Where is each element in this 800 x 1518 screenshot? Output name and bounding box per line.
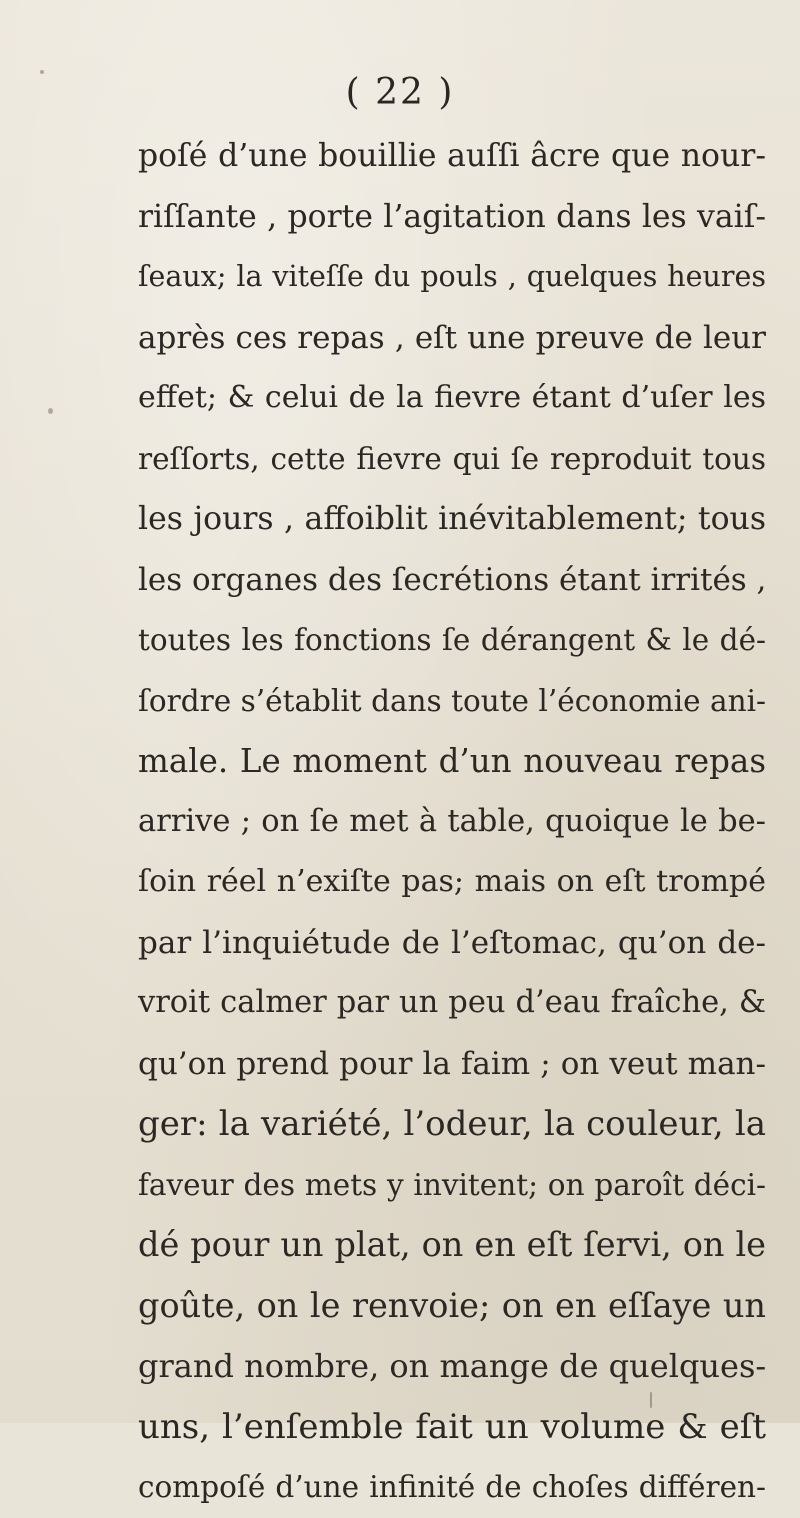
body-text (138, 126, 766, 1518)
text-line: effet; & celui de la fievre étant d’uſer les (138, 380, 766, 415)
text-line: compoſé d’une infinité de choſes différen- (138, 1470, 766, 1504)
text-line: dé pour un plat, on en eſt ſervi, on le (138, 1225, 766, 1264)
text-line: vroit calmer par un peu d’eau fraîche, & (138, 985, 766, 1020)
text-line: faveur des mets y invitent; on paroît déci- (138, 1167, 766, 1202)
text-line: riſſante , porte l’agitation dans les vaiſ- (138, 198, 766, 235)
text-line: uns, l’enſemble fait un volume & eſt (138, 1406, 766, 1447)
text-line: toutes les fonctions ſe dérangent & le dé- (138, 623, 766, 657)
text-line: male. Le moment d’un nouveau repas (138, 742, 766, 780)
text-line: grand nombre, on mange de quelques- (138, 1347, 767, 1385)
text-line: poſé d’une bouillie auſſi âcre que nour- (138, 138, 766, 174)
page-number: ( 22 ) (345, 72, 455, 113)
text-line: après ces repas , eſt une preuve de leur (138, 319, 766, 356)
text-line: par l’inquiétude de l’eſtomac, qu’on de- (138, 924, 766, 961)
text-line: ſordre s’établit dans toute l’économie ani- (138, 683, 766, 718)
text-line: ger: la variété, l’odeur, la couleur, la (138, 1104, 766, 1144)
text-line: les organes des ſecrétions étant irrités , (138, 561, 767, 598)
text-line: goûte, on le renvoie; on en eſſaye un (138, 1285, 766, 1325)
paper-speck (48, 408, 53, 414)
text-line: ſeaux; la viteſſe du pouls , quelques heures (138, 260, 766, 293)
text-line: les jours , affoiblit inévitablement; tous (138, 501, 766, 537)
text-line: ſoin réel n’exiſte pas; mais on eſt trompé (138, 864, 766, 899)
text-line: reſſorts, cette fievre qui ſe reproduit tous (138, 441, 766, 476)
text-line: qu’on prend pour la faim ; on veut man- (138, 1045, 766, 1082)
text-line: arrive ; on ſe met à table, quoique le be- (138, 803, 766, 839)
